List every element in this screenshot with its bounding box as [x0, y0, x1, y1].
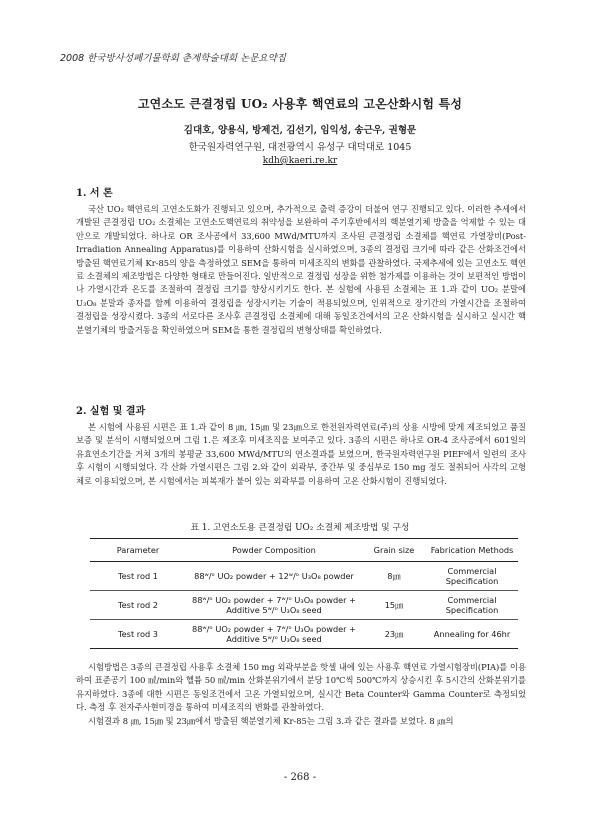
results-heading: 2. 실험 및 결과	[76, 406, 146, 417]
grain-size-cell: 8㎛	[362, 562, 426, 591]
method-cell: Annealing for 46hr	[426, 620, 518, 649]
running-head: 2008 한국방사성폐기물학회 춘계학술대회 논문요약집	[60, 53, 286, 64]
composition-cell: 88ʷ/ᵒ UO₂ powder + 7ʷ/ᵒ U₃O₈ powder + Additive 5ʷ/ᵒ U₃O₈ seed	[186, 591, 362, 620]
introduction-section	[76, 184, 526, 337]
introduction-heading: 1. 서 론	[76, 188, 113, 199]
results-section	[76, 402, 526, 488]
fabrication-table	[90, 538, 518, 649]
table-header-cell: Parameter	[90, 539, 186, 562]
affiliation: 한국원자력연구원, 대전광역시 유성구 대덕대로 1045	[188, 142, 412, 153]
composition-cell: 88ʷ/ᵒ UO₂ powder + 7ʷ/ᵒ U₃O₈ powder + Additive 5ʷ/ᵒ U₃O₈ seed	[186, 620, 362, 649]
method-cell: Commercial Specification	[426, 562, 518, 591]
parameter-cell: Test rod 1	[90, 562, 186, 591]
grain-size-cell: 15㎛	[362, 591, 426, 620]
author-email[interactable]: kdh@kaeri.re.kr	[262, 156, 338, 166]
table-row	[90, 562, 518, 591]
results-paragraph: 본 시험에 사용된 시편은 표 1.과 같이 8 ㎛, 15㎛ 및 23㎛으로 한전원자력연료(주)의 상용 시방에 맞게 제조되었고 품질보증 및 분석이 시행되었으며 그림 1.은 제조후 미세조직을 보여주고 있다. 3종의 시편은 하나로 OR-4 조사공에서 601일의 유효연소기간을 거쳐 3개의 봉평균 33,600 MWd/MTU의 연소결과를 보였으며, 한국원자력연구원 PIEF에서 일련의 조사후 시험이 시행되었다. 각 산화 가열시편은 그림 2.와 같이 외곽부, 중간부 및 중심부로 150 mg 정도 절취되어 사각의 고형체로 이용되었으며, 본 시험에서는 피복재가 붙어 있는 외곽부를 이용하여 고온 산화시험이 진행되었다.	[76, 422, 526, 486]
result-paragraph: 시험결과 8 ㎛, 15㎛ 및 23㎛에서 방출된 핵분열기체 Kr-85는 그림 3.과 같은 결과를 보였다. 8 ㎛의	[88, 715, 454, 726]
method-paragraph: 시험방법은 3종의 큰결정립 사용후 소결체 150 mg 외곽부분을 핫셀 내에 있는 사용후 핵연료 가열시험장비(PIA)를 이용하여 표준공기 100 ㎖/min와 헬륨 50 ㎖/min 산화분위기에서 분당 10℃씩 500℃까지 상승시킨 후 5시간의 산화분위기를 유지하였다. 3종에 대한 시편은 동일조건에서 고온 가열되었으며, 실시간 Beta Counter와 Gamma Counter로 측정되었다. 측정 후 전자주사현미경을 통하여 미세조직의 변화를 관찰하였다.	[76, 662, 526, 713]
paper-title: 고연소도 큰결정립 UO₂ 사용후 핵연료의 고온산화시험 특성	[137, 97, 463, 111]
table-header-row	[90, 539, 518, 562]
author-list: 김대호, 양용식, 방제건, 김선기, 임익성, 송근우, 권형문	[183, 125, 417, 136]
parameter-cell: Test rod 3	[90, 620, 186, 649]
table-row	[90, 591, 518, 620]
composition-cell: 88ʷ/ᵒ UO₂ powder + 12ʷ/ᵒ U₃O₈ powder	[186, 562, 362, 591]
table-header-cell: Powder Composition	[186, 539, 362, 562]
table-header-cell: Grain size	[362, 539, 426, 562]
table-header-cell: Fabrication Methods	[426, 539, 518, 562]
grain-size-cell: 23㎛	[362, 620, 426, 649]
page-number: - 268 -	[283, 772, 317, 783]
method-section	[76, 661, 526, 728]
introduction-paragraph: 국산 UO₂ 핵연료의 고연소도화가 진행되고 있으며, 추가적으로 출력 증강이 더불어 연구 진행되고 있다. 이러한 추세에서 개발된 큰결정립 UO₂ 소결체는 고연소도핵연료의 취약성을 보완하여 주기후반에서의 핵분열기체 방출을 억제할 수 있는 대안으로 개발되었다. 하나로 OR 조사공에서 33,600 MWd/MTU까지 조사된 큰결정립 소결체를 핵연료 가열장비(Post-Irradiation Annealing Apparatus)를 이용하여 산화시험을 실시하였으며, 3종의 결정립 크기에 따라 같은 산화조건에서 방출된 핵연료기체 Kr-85의 양을 측정하였고 SEM을 통하여 미세조직의 변화를 관찰하였다. 국제추세에 있는 고연소도 핵연료 소결체의 제조방법은 다양한 형태로 만들어진다. 일반적으로 결정립 성장을 위한 첨가제를 이용하는 것이 보편적인 방법이나 가열시간과 온도를 조절하여 결정립 크기를 향상시키기도 한다. 본 실험에 사용된 소결체는 표 1.과 같이 UO₂ 분말에 U₃O₈ 분말과 종자를 함께 이용하여 결정립을 성장시키는 기술이 적용되었으며, 인위적으로 장기간의 가열시간을 조절하여 결정립을 성장시켰다. 3종의 서로다른 조사후 큰결정립 소결체에 대해 동일조건에서의 고온 산화시험을 실시하고 실시간 핵분열기체의 방출거동을 확인하였으며 SEM을 통한 결정립의 변형상태를 확인하였다.	[76, 204, 526, 335]
parameter-cell: Test rod 2	[90, 591, 186, 620]
table-row	[90, 620, 518, 649]
table-caption: 표 1. 고연소도용 큰결정립 UO₂ 소결체 제조방법 및 구성	[190, 523, 410, 533]
method-cell: Commercial Specification	[426, 591, 518, 620]
